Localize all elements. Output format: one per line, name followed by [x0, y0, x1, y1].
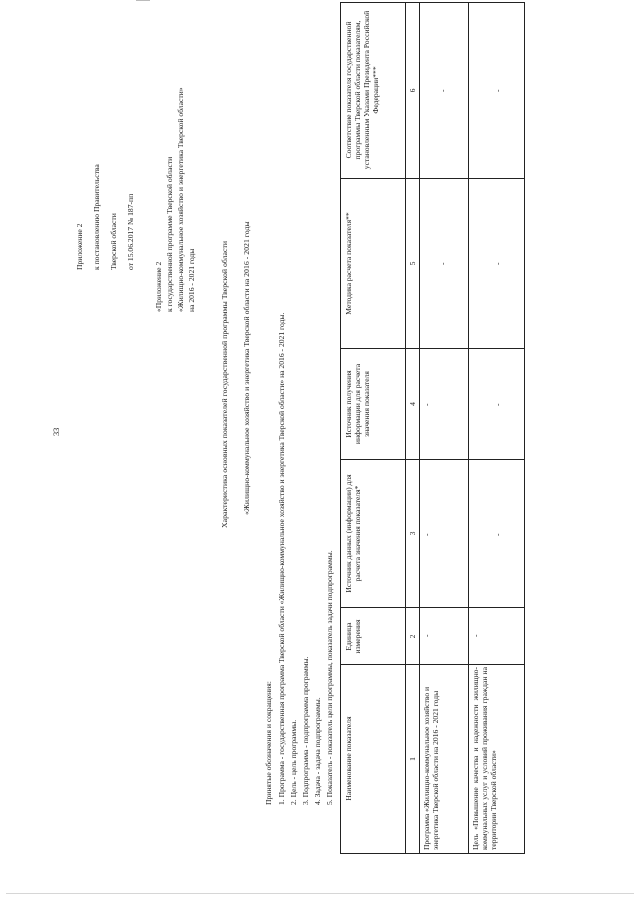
column-number: 5 [408, 261, 417, 266]
appendix-header-line: к постановлению Правительства [92, 164, 101, 270]
legend-item: 4. Задача - задача подпрограммы. [313, 697, 322, 805]
header-compliance: Соответствие показателя государственной программы Тверской области показателям, установленным Указами Президента Российской Федерации*** [344, 10, 381, 170]
table-border [340, 2, 525, 3]
column-number: 3 [408, 531, 417, 536]
table-border [524, 2, 525, 854]
header-indicator-name: Наименование показателя [344, 716, 353, 801]
appendix-ref-line: к государственной программе Тверской области [165, 156, 174, 312]
table-cell: - [422, 634, 431, 637]
appendix-ref-line: на 2016 - 2021 годы [187, 248, 196, 312]
column-number: 6 [408, 88, 417, 93]
table-row-goal-name: Цель «Повышение качества и надежности жилищно-коммунальных услуг и условий проживания граждан на территории Тверской области» [471, 667, 499, 850]
appendix-ref-line: «Приложение 2 [154, 261, 163, 312]
table-border [340, 2, 341, 854]
column-number: 1 [408, 757, 417, 761]
table-border [340, 178, 525, 179]
legend-item: 5. Показатель - показатель цели программы, показатель задачи подпрограммы. [325, 550, 334, 805]
column-number: 4 [408, 402, 417, 406]
document-title: Характеристика основных показателей государственной программы Тверской области [220, 240, 229, 528]
table-border [340, 853, 525, 854]
column-number: 2 [408, 634, 417, 639]
table-cell: - [493, 533, 502, 536]
appendix-ref-line: «Жилищно-коммунальное хозяйство и энергетика Тверской области» [176, 87, 185, 312]
table-cell: - [438, 262, 447, 265]
header-unit: Единица измерения [344, 619, 363, 654]
table-border [340, 607, 525, 608]
appendix-header-line: Тверской области [109, 213, 118, 270]
scan-bottom-rule [6, 893, 634, 894]
header-data-source: Источник данных (информации) для расчета значения показателя* [344, 474, 363, 593]
table-border [405, 2, 406, 854]
page-number: 33 [52, 427, 61, 436]
table-cell: - [471, 634, 480, 637]
appendix-header-line: Приложение 2 [75, 223, 84, 270]
table-cell: - [422, 403, 431, 406]
table-cell: - [422, 533, 431, 536]
table-cell: - [493, 89, 502, 92]
table-border [468, 2, 469, 854]
legend-item: 2. Цель - цель программы. [289, 719, 298, 805]
table-border [340, 664, 525, 665]
appendix-header-line: от 15.06.2017 № 187-пп [126, 193, 135, 270]
legend-item: 1. Программа - государственная программа Тверской области «Жилищно-коммунальное хозяйство и энергетика Тверской области» на 2016 - 2021 годы. [277, 312, 286, 805]
table-cell: - [438, 89, 447, 92]
header-info-source: Источник получения информации для расчета значения показателя [344, 363, 372, 445]
table-border [419, 2, 420, 854]
table-border [340, 348, 525, 349]
document-subtitle: «Жилищно-коммунальное хозяйство и энергетика Тверской области на 2016 - 2021 годы [242, 221, 251, 515]
legend-heading: Принятые обозначения и сокращения: [264, 681, 273, 805]
table-row-program-name: Программа «Жилищно-коммунальное хозяйство и энергетика Тверской области на 2016 - 2021 годы [422, 686, 441, 850]
table-cell: - [493, 403, 502, 406]
table-border [340, 459, 525, 460]
table-cell: - [493, 262, 502, 265]
legend-item: 3. Подпрограмма - подпрограмма программы. [301, 656, 310, 805]
rotated-page [8, 0, 628, 862]
header-method: Методика расчета показателя** [344, 212, 353, 315]
